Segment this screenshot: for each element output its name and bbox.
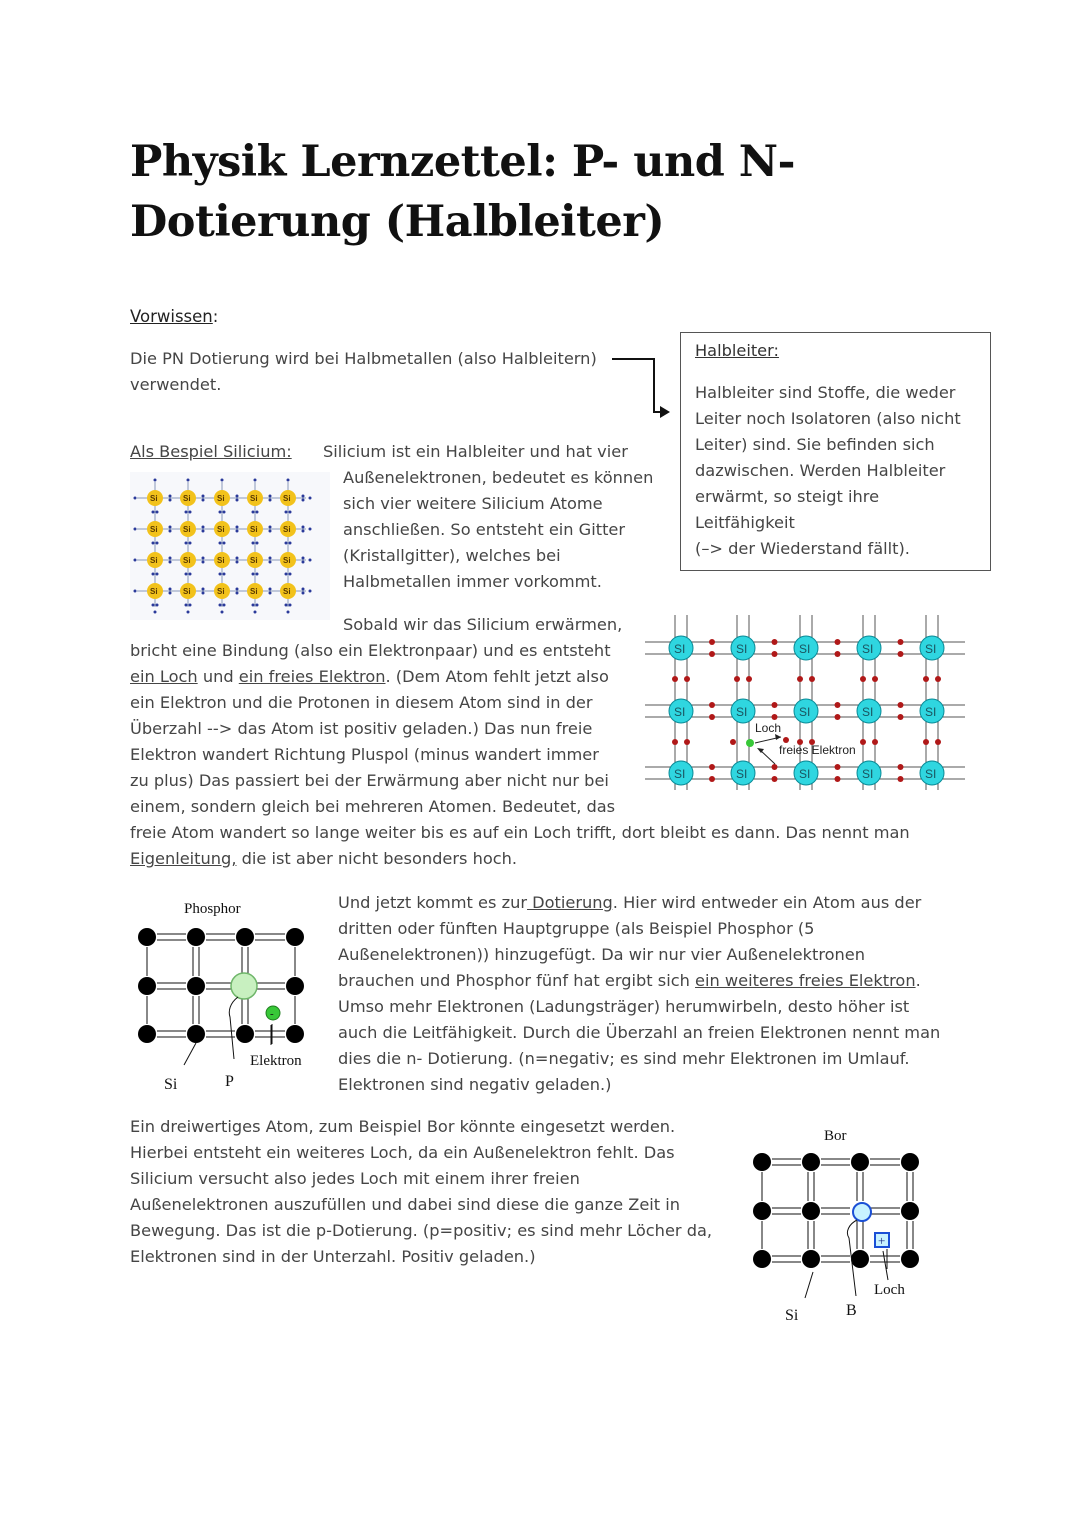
- bor-atom: [853, 1203, 871, 1221]
- n-line: Außenelektronen)) hinzugefügt. Da wir nur vier Außenelektronen: [338, 945, 866, 964]
- svg-text:Si: Si: [150, 494, 158, 503]
- vorwissen-label: Vorwissen: [130, 307, 213, 326]
- svg-text:Si: Si: [217, 556, 225, 565]
- box-line: dazwischen. Werden Halbleiter: [695, 461, 946, 480]
- svg-text:Si: Si: [150, 556, 158, 565]
- n-line: [338, 968, 968, 994]
- page-title: Physik Lernzettel: P- und N-Dotierung (Halbleiter): [130, 137, 795, 247]
- erwaermen-line: Überzahl --> das Atom ist positiv geladen.) Das nun freie: [130, 719, 593, 738]
- text: . (Dem Atom fehlt jetzt also: [385, 667, 609, 686]
- erwaermen-tail: [130, 820, 1010, 872]
- n-dotierung-text: [338, 890, 968, 1098]
- bor-doping-diagram: [745, 1120, 935, 1330]
- text: die ist aber nicht besonders hoch.: [236, 849, 518, 868]
- svg-text:SI: SI: [925, 642, 937, 656]
- erwaermen-line: zu plus) Das passiert bei der Erwärmung aber nicht nur bei: [130, 771, 609, 790]
- b-label: B: [846, 1302, 857, 1319]
- plus-sign: +: [878, 1233, 886, 1248]
- erwaermen-line: [130, 664, 650, 690]
- n-line: dritten oder fünften Hauptgruppe (als Beispiel Phosphor (5: [338, 919, 815, 938]
- svg-text:Si: Si: [283, 587, 291, 596]
- svg-text:SI: SI: [862, 767, 874, 781]
- svg-text:Si: Si: [250, 525, 258, 534]
- svg-text:Si: Si: [250, 556, 258, 565]
- silicium-text: [343, 465, 673, 595]
- erwaermen-line: Elektron wandert Richtung Pluspol (minus wandert immer: [130, 745, 599, 764]
- section-heading-vorwissen: [130, 307, 218, 326]
- p-line: Elektronen sind in der Unterzahl. Positiv geladen.): [130, 1247, 536, 1266]
- box-line: Halbleiter sind Stoffe, die weder: [695, 383, 956, 402]
- svg-text:Si: Si: [183, 494, 191, 503]
- svg-text:Si: Si: [150, 525, 158, 534]
- n-line: Elektronen sind negativ geladen.): [338, 1075, 612, 1094]
- erwaermen-line: bricht eine Bindung (also ein Elektronpaar) und es entsteht: [130, 641, 611, 660]
- text: Und jetzt kommt es zur: [338, 893, 528, 912]
- box-title: Halbleiter:: [695, 341, 779, 360]
- p-dotierung-text: [130, 1114, 730, 1270]
- silicium-line-1: Silicium ist ein Halbleiter und hat vier: [323, 442, 628, 461]
- silicium-line: sich vier weitere Silicium Atome: [343, 494, 603, 513]
- svg-text:Si: Si: [217, 525, 225, 534]
- svg-text:Si: Si: [283, 556, 291, 565]
- svg-text:SI: SI: [799, 767, 811, 781]
- phosphor-doping-diagram: [130, 893, 320, 1103]
- svg-text:SI: SI: [736, 705, 748, 719]
- svg-text:Si: Si: [217, 494, 225, 503]
- silicium-lattice-diagram: [130, 472, 330, 620]
- colon: :: [212, 307, 219, 326]
- silicium-label: Als Bespiel Silicium:: [130, 442, 292, 461]
- box-line: Leiter noch Isolatoren (also nicht: [695, 409, 961, 428]
- svg-text:SI: SI: [674, 767, 686, 781]
- svg-text:Si: Si: [183, 556, 191, 565]
- svg-text:Si: Si: [183, 525, 191, 534]
- erwaermen-line: ein Elektron und die Protonen in diesem Atom sind in der: [130, 693, 593, 712]
- text: brauchen und Phosphor fünf hat ergibt sich: [338, 971, 696, 990]
- box-line: Leitfähigkeit: [695, 513, 795, 532]
- silicium-line: anschließen. So entsteht ein Gitter: [343, 520, 626, 539]
- p-line: Außenelektronen auszufüllen und dabei sind diese die ganze Zeit in: [130, 1195, 681, 1214]
- term-weiteres-freies-elektron: ein weiteres freies Elektron: [695, 971, 916, 990]
- box-line: Leiter) sind. Sie befinden sich: [695, 435, 935, 454]
- svg-text:SI: SI: [799, 705, 811, 719]
- n-line: [338, 890, 968, 916]
- loch-label: Loch: [755, 721, 782, 735]
- svg-text:Si: Si: [250, 494, 258, 503]
- svg-text:SI: SI: [799, 642, 811, 656]
- text: . Hier wird entweder ein Atom aus der: [612, 893, 922, 912]
- box-body: [695, 380, 985, 562]
- intro-line: verwendet.: [130, 375, 222, 394]
- elektron-label: Elektron: [250, 1053, 302, 1069]
- hole-marker: [746, 739, 754, 747]
- svg-text:Si: Si: [250, 587, 258, 596]
- erwaermen-line: [130, 846, 1010, 872]
- erwaermen-line: einem, sondern gleich bei mehreren Atomen. Bedeutet, das: [130, 797, 616, 816]
- n-line: Umso mehr Elektronen (Ladungsträger) herumwirbeln, desto höher ist: [338, 997, 910, 1016]
- p-line: Hierbei entsteht ein weiteres Loch, da ein Außenelektron fehlt. Das: [130, 1143, 675, 1162]
- vorwissen-intro: [130, 346, 630, 398]
- svg-text:Si: Si: [217, 587, 225, 596]
- svg-text:SI: SI: [925, 767, 937, 781]
- svg-text:SI: SI: [674, 705, 686, 719]
- erwaermen-line: freie Atom wandert so lange weiter bis es auf ein Loch trifft, dort bleibt es dann. Das nennt man: [130, 823, 910, 842]
- p-label: P: [225, 1073, 234, 1090]
- p-line: Silicium versucht also jedes Loch mit einem ihrer freien: [130, 1169, 580, 1188]
- term-loch: ein Loch: [130, 667, 198, 686]
- box-line: (–> der Wiederstand fällt).: [695, 539, 910, 558]
- svg-text:Si: Si: [283, 525, 291, 534]
- svg-text:SI: SI: [862, 642, 874, 656]
- si-label: Si: [785, 1307, 799, 1324]
- svg-text:Si: Si: [283, 494, 291, 503]
- silicium-line: Halbmetallen immer vorkommt.: [343, 572, 602, 591]
- text: .: [915, 971, 921, 990]
- svg-text:SI: SI: [736, 642, 748, 656]
- minus-sign: -: [270, 1008, 274, 1020]
- svg-text:Si: Si: [150, 587, 158, 596]
- erwaermen-line-1: Sobald wir das Silicium erwärmen,: [343, 615, 623, 634]
- svg-text:Si: Si: [183, 587, 191, 596]
- p-line: Bewegung. Das ist die p-Dotierung. (p=positiv; es sind mehr Löcher da,: [130, 1221, 713, 1240]
- term-freies-elektron: ein freies Elektron: [238, 667, 386, 686]
- loch-label: Loch: [874, 1282, 905, 1298]
- text: und: [197, 667, 239, 686]
- phosphor-atom: [231, 973, 257, 999]
- svg-text:SI: SI: [736, 767, 748, 781]
- box-line: erwärmt, so steigt ihre: [695, 487, 880, 506]
- p-line: Ein dreiwertiges Atom, zum Beispiel Bor könnte eingesetzt werden.: [130, 1117, 676, 1136]
- term-eigenleitung: Eigenleitung,: [130, 849, 237, 868]
- bor-title: Bor: [824, 1128, 847, 1144]
- phosphor-title: Phosphor: [184, 901, 241, 917]
- svg-text:SI: SI: [674, 642, 686, 656]
- erwaermen-text: [130, 638, 650, 820]
- term-dotierung: Dotierung: [527, 893, 613, 912]
- svg-text:SI: SI: [862, 705, 874, 719]
- silicium-hole-electron-diagram: [645, 615, 965, 790]
- si-label: Si: [164, 1076, 178, 1093]
- n-line: auch die Leitfähigkeit. Durch die Überzahl an freien Elektronen nennt man: [338, 1023, 941, 1042]
- arrow-connector-icon: [610, 355, 670, 420]
- silicium-line: (Kristallgitter), welches bei: [343, 546, 561, 565]
- n-line: dies die n- Dotierung. (n=negativ; es sind mehr Elektronen im Umlauf.: [338, 1049, 910, 1068]
- halbleiter-definition-box: [680, 332, 991, 571]
- freies-elektron-label: freies Elektron: [779, 743, 856, 757]
- svg-text:SI: SI: [925, 705, 937, 719]
- intro-line: Die PN Dotierung wird bei Halbmetallen (also Halbleitern): [130, 349, 597, 368]
- silicium-line: Außenelektronen, bedeutet es können: [343, 468, 654, 487]
